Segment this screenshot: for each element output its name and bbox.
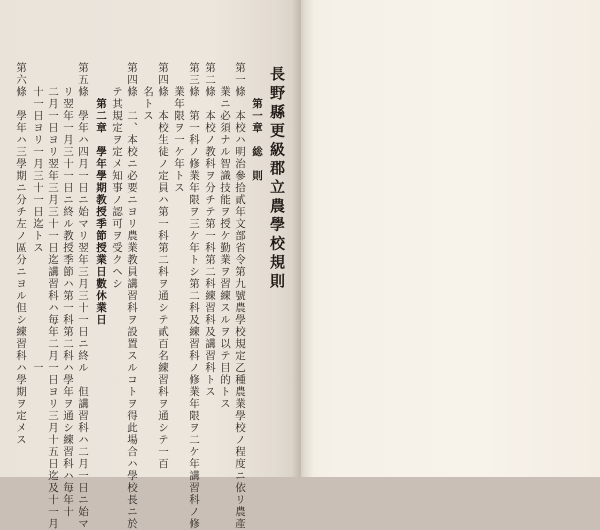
article-4-line-1: 第四條 本校生徒ノ定員ハ第一科第二科ヲ通シテ貳百名練習科ヲ通シテ一百: [157, 62, 169, 470]
article-1-line-1: 第一條 本校ハ明治參拾貳年文部省令第九號農學校規定乙種農業學校ノ程度ニ依リ農產: [234, 62, 246, 530]
article-5-line-1: 第五條 學年ハ四月一日ニ始マリ翌年三月三十一日ニ終ル 但講習科ハ二月一日ニ始マ: [77, 62, 89, 530]
article-3-line-2: 業年限ヲ一ケ年トス: [173, 86, 185, 194]
article-5-line-4: 十一日ヨリ一月三十一日迄トス: [32, 86, 44, 254]
chapter-1-heading: 第一章 総 則: [251, 98, 263, 182]
article-5-line-3: 二月一日ヨリ翌年三月三十一日迄講習科ハ毎年二月一日ヨリ三月十五日迄及十一月: [47, 86, 59, 530]
article-2: 第二條 本校ノ教科ヲ分チテ第一科第二科練習科及講習科トス: [204, 62, 216, 398]
book-gutter: [292, 0, 314, 477]
article-4-2-line-2: テ其規定ヲ定メ知事ノ認可ヲ受クヘシ: [111, 86, 123, 290]
right-page: [301, 0, 600, 477]
article-5-line-2: リ翌年一月三十一日ニ終ル教授季節ハ第一科第二科ハ學年ヲ通シ練習科ハ毎年十: [62, 86, 74, 518]
article-3-line-1: 第三條 第一科ノ修業年限ヲ三ケ年トシ第二科及練習科ノ修業年限ヲ二ケ年講習科ノ修: [188, 62, 200, 530]
article-6: 第六條 學年ハ三學期ニ分チ左ノ區分ニヨル但シ練習科ハ學期ヲ定メス: [15, 62, 27, 446]
chapter-2-heading: 第二章 學年學期教授季節授業日數休業日: [95, 98, 107, 326]
article-1-line-2: 業ニ必須ナル智識技能ヲ授ケ勤業ヲ習練スルヲ以テ目的トス: [219, 86, 231, 410]
article-4-line-2: 名トス: [142, 86, 154, 122]
page-number: 一: [31, 362, 42, 372]
article-4-2-line-1: 第四條 二、本校ニ必要ニヨリ農業教員講習科ヲ設置スルコトヲ得此場合ハ學校長ニ於: [126, 62, 138, 530]
document-title: 長野縣更級郡立農學校規則: [268, 66, 286, 292]
